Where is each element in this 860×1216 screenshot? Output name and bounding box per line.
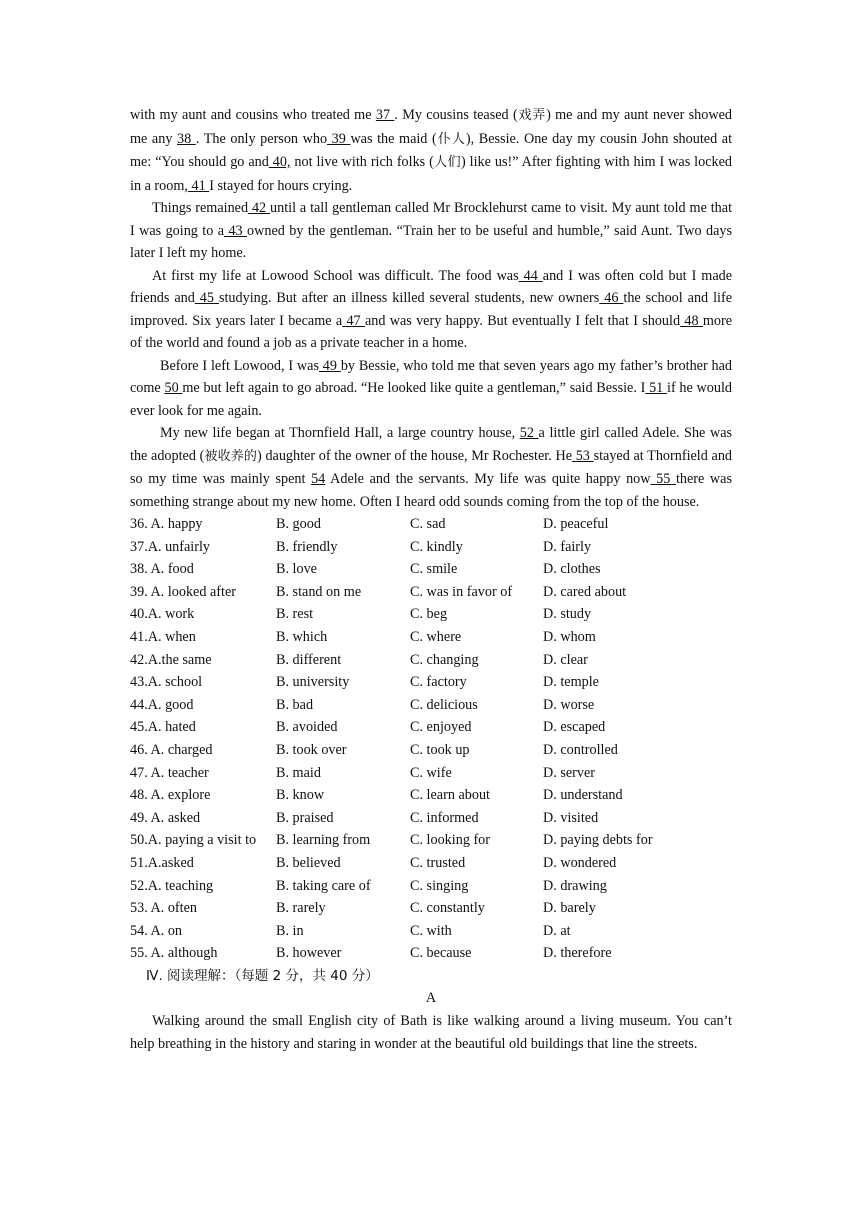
cloze-paragraph — [130, 197, 732, 265]
option-c: C. trusted — [410, 854, 466, 871]
paragraph-text: Adele and the servants. My life was quite happy now — [325, 471, 651, 487]
option-c: C. was in favor of — [410, 583, 513, 600]
option-d: D. temple — [543, 674, 599, 691]
option-a: 53. A. often — [130, 900, 197, 917]
paragraph-text: At first my life at Lowood School was difficult. The food was — [152, 267, 519, 284]
option-row — [130, 649, 732, 672]
option-a: 41.A. when — [130, 628, 196, 645]
paragraph-text: Before I left Lowood, I was — [160, 357, 319, 374]
option-c: C. with — [410, 922, 452, 939]
cloze-paragraph — [130, 422, 732, 513]
option-row — [130, 784, 732, 807]
paragraph-text: 人们 — [433, 155, 461, 170]
option-d: D. controlled — [543, 741, 618, 758]
option-c: C. enjoyed — [410, 719, 472, 736]
option-c: C. wife — [410, 764, 452, 781]
cloze-blank: 37 — [375, 107, 395, 123]
cloze-blank: 44 — [518, 267, 543, 284]
option-c: C. looking for — [410, 832, 490, 849]
option-a: 54. A. on — [130, 922, 183, 939]
option-d: D. clothes — [543, 561, 601, 578]
cloze-blank: 39 — [327, 130, 351, 147]
option-b: B. took over — [276, 741, 347, 758]
option-b: B. love — [276, 561, 317, 578]
option-b: B. bad — [276, 696, 314, 713]
paragraph-text: Things remained — [152, 200, 249, 216]
option-b: B. good — [276, 516, 321, 532]
option-row — [130, 942, 732, 965]
option-b: B. different — [276, 651, 342, 668]
option-a: 47. A. teacher — [130, 764, 209, 781]
option-row — [130, 671, 732, 694]
option-a: 49. A. asked — [130, 809, 201, 826]
option-d: D. server — [543, 764, 595, 781]
paragraph-text: My new life began at Thornfield Hall, a large country house, — [160, 425, 520, 441]
option-c: C. changing — [410, 651, 479, 668]
option-c: C. sad — [410, 516, 446, 532]
cloze-blank: 52 — [519, 425, 539, 441]
option-d: D. wondered — [543, 854, 617, 871]
option-b: B. stand on me — [276, 583, 362, 600]
option-a: 38. A. food — [130, 561, 194, 578]
paragraph-text: if he would ever look for me again. — [130, 380, 732, 419]
option-a: 45.A. hated — [130, 719, 196, 736]
option-c: C. kindly — [410, 538, 463, 555]
option-a: 50.A. paying a visit to — [130, 832, 257, 849]
paragraph-text: I stayed for hours crying. — [209, 177, 353, 194]
option-b: B. rest — [276, 606, 314, 623]
option-d: D. paying debts for — [543, 832, 653, 849]
option-c: C. learn about — [410, 787, 490, 804]
option-b: B. believed — [276, 854, 341, 871]
option-c: C. where — [410, 628, 462, 645]
cloze-blank: 48 — [680, 312, 703, 329]
option-d: D. fairly — [543, 538, 592, 555]
cloze-blank: 54 — [311, 471, 326, 487]
option-b: B. in — [276, 922, 304, 939]
paragraph-text: more of the world and found a job as a private teacher in a home. — [130, 312, 733, 351]
cloze-blank: 46 — [599, 290, 624, 306]
option-row — [130, 897, 732, 920]
paragraph-text: by Bessie, who told me that seven years ago my father’s brother had come — [130, 357, 732, 396]
section-heading: Ⅳ. 阅读理解：（每题 2 分，共 40 分） — [146, 967, 379, 984]
option-a: 39. A. looked after — [130, 583, 236, 600]
option-row — [130, 762, 732, 785]
cloze-blank: 51 — [645, 380, 667, 396]
exam-page — [130, 104, 732, 1055]
paragraph-text: the school and life improved. Six years later I became a — [130, 290, 733, 329]
cloze-paragraph — [130, 355, 732, 423]
paragraph-text: with my aunt and cousins who treated me — [130, 107, 376, 123]
option-row — [130, 716, 732, 739]
option-row — [130, 626, 732, 649]
cloze-blank: 49 — [318, 357, 341, 374]
option-a: 43.A. school — [130, 674, 203, 691]
option-d: D. drawing — [543, 877, 607, 894]
paragraph-text: ), Bessie. One day my cousin John shouted at me: “You should go and — [130, 130, 733, 170]
option-b: B. maid — [276, 764, 321, 781]
option-a: 40.A. work — [130, 606, 195, 623]
paragraph-text: and I was often cold but I made friends and — [130, 267, 733, 306]
paragraph-text: ) daughter of the owner of the house, Mr Rochester. He — [257, 447, 573, 464]
paragraph-text: ) like us!” After fighting with him I was locked in a room, — [130, 154, 732, 194]
paragraph-text: stayed at Thornfield and so my time was mainly spent — [130, 447, 733, 487]
option-b: B. praised — [276, 809, 334, 826]
cloze-blank: 47 — [342, 312, 365, 329]
option-a: 46. A. charged — [130, 741, 213, 758]
paragraph-text: studying. But after an illness killed several students, new owners — [218, 290, 600, 306]
part-label: A — [425, 990, 437, 1007]
option-a: 51.A.asked — [130, 854, 194, 871]
option-d: D. visited — [543, 809, 599, 826]
option-row — [130, 852, 732, 875]
option-a: 48. A. explore — [130, 787, 211, 804]
option-d: D. escaped — [543, 719, 606, 736]
option-b: B. university — [276, 674, 350, 691]
paragraph-text: . The only person who — [195, 130, 328, 147]
option-a: 44.A. good — [130, 696, 194, 713]
reading-passage: Walking around the small English city of Bath is like walking around a living museum. You can’t help breathing in the history and staring in wonder at the beautiful old buildings that line the streets. — [130, 1013, 732, 1052]
cloze-blank: 45 — [194, 290, 219, 306]
option-b: B. taking care of — [276, 877, 371, 894]
option-row — [130, 694, 732, 717]
option-row — [130, 536, 732, 559]
option-c: C. took up — [410, 741, 470, 758]
option-row — [130, 739, 732, 762]
cloze-paragraph — [130, 104, 732, 197]
option-c: C. constantly — [410, 900, 485, 917]
paragraph-text: was the maid ( — [350, 130, 437, 147]
option-row — [130, 875, 732, 898]
option-d: D. barely — [543, 900, 596, 917]
option-c: C. delicious — [410, 696, 478, 713]
option-d: D. at — [543, 922, 571, 939]
answer-options — [130, 513, 732, 965]
cloze-blank: 50 — [164, 380, 183, 396]
option-c: C. beg — [410, 606, 448, 623]
option-row — [130, 807, 732, 830]
option-c: C. informed — [410, 809, 479, 826]
paragraph-text: owned by the gentleman. “Train her to be useful and humble,” said Aunt. Two days later I left my home. — [130, 222, 733, 261]
option-d: D. study — [543, 606, 592, 623]
option-c: C. factory — [410, 674, 467, 691]
cloze-blank: 55 — [650, 471, 676, 487]
paragraph-text: not live with rich folks ( — [290, 154, 434, 170]
option-d: D. clear — [543, 651, 588, 668]
cloze-blank: 42 — [248, 200, 271, 216]
option-a: 52.A. teaching — [130, 877, 214, 894]
cloze-blank: 53 — [572, 447, 594, 464]
option-c: C. singing — [410, 877, 469, 894]
cloze-blank: 38 — [177, 130, 196, 147]
paragraph-text: ) me and my aunt never showed me any — [130, 107, 733, 147]
option-b: B. friendly — [276, 538, 338, 555]
option-row — [130, 829, 732, 852]
option-row — [130, 558, 732, 581]
paragraph-text: 仆人 — [436, 131, 466, 147]
option-d: D. worse — [543, 696, 595, 713]
cloze-paragraph — [130, 265, 732, 355]
option-b: B. avoided — [276, 719, 338, 736]
option-b: B. rarely — [276, 900, 326, 917]
option-a: 36. A. happy — [130, 516, 203, 532]
option-b: B. learning from — [276, 832, 371, 849]
paragraph-text: and was very happy. But eventually I felt that I should — [364, 312, 681, 329]
paragraph-text: until a tall gentleman called Mr Brocklehurst came to visit. My aunt told me that I was going to a — [130, 200, 733, 239]
option-d: D. whom — [543, 628, 596, 645]
paragraph-text: . My cousins teased ( — [394, 107, 518, 123]
option-row — [130, 603, 732, 626]
paragraph-text: me but left again to go abroad. “He looked like quite a gentleman,” said Bessie. I — [182, 380, 646, 396]
option-a: 37.A. unfairly — [130, 538, 210, 555]
paragraph-text: a little girl called Adele. She was the adopted ( — [130, 425, 733, 464]
option-d: D. peaceful — [543, 516, 609, 532]
option-d: D. understand — [543, 787, 623, 804]
option-a: 55. A. although — [130, 945, 218, 962]
option-row — [130, 581, 732, 604]
option-c: C. because — [410, 945, 472, 962]
cloze-blank: 43 — [224, 222, 248, 239]
cloze-blank: 41 — [187, 177, 210, 194]
cloze-passage — [130, 104, 732, 513]
option-b: B. know — [276, 787, 325, 804]
option-d: D. cared about — [543, 583, 627, 600]
option-b: B. which — [276, 628, 328, 645]
paragraph-text: there was something strange about my new home. Often I heard odd sounds coming from the top of the house. — [130, 471, 732, 510]
paragraph-text: 戏弄 — [517, 108, 547, 123]
option-row — [130, 513, 732, 536]
option-c: C. smile — [410, 561, 458, 578]
cloze-blank: 40, — [268, 154, 291, 170]
option-b: B. however — [276, 945, 342, 962]
option-d: D. therefore — [543, 945, 612, 962]
paragraph-text: 被收养的 — [204, 448, 258, 464]
option-a: 42.A.the same — [130, 651, 212, 668]
option-row — [130, 920, 732, 943]
